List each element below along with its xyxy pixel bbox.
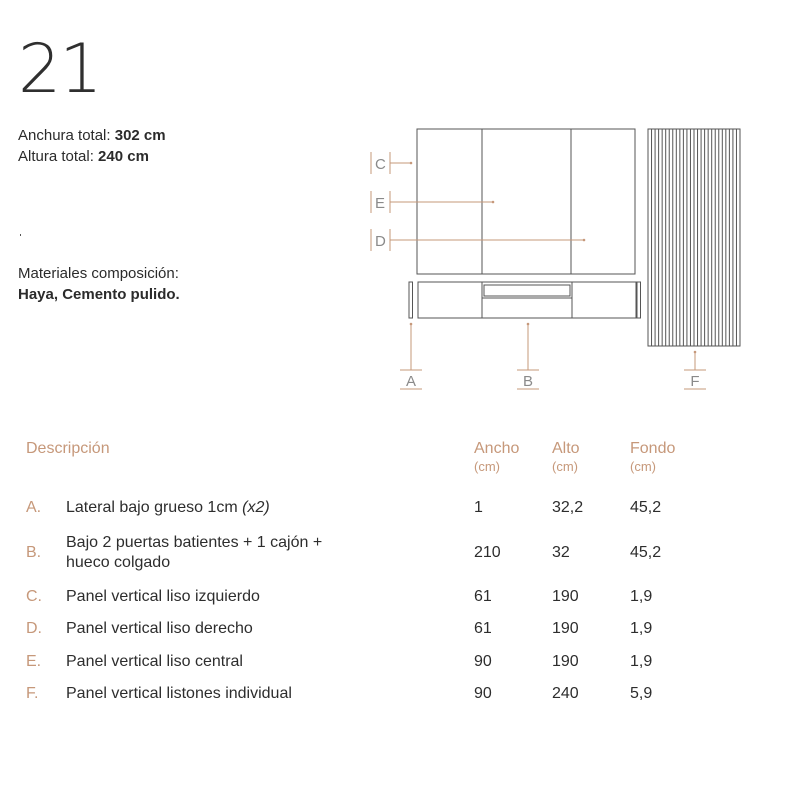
- total-width-value: 302 cm: [114, 127, 166, 144]
- row-letter: D.: [26, 620, 42, 638]
- row-fondo: 1,9: [630, 620, 653, 638]
- table-row: [18, 581, 675, 614]
- row-description: Panel vertical liso central: [66, 652, 243, 670]
- table-row: [18, 613, 675, 646]
- row-description: Panel vertical liso izquierdo: [66, 587, 260, 605]
- callout-b: [517, 323, 539, 390]
- total-height-value: 240 cm: [98, 148, 149, 165]
- row-description: Bajo 2 puertas batientes + 1 cajón + hueco colgado: [66, 533, 323, 571]
- row-fondo: 1,9: [630, 587, 653, 605]
- callout-c-label: C: [375, 156, 386, 173]
- row-fondo: 45,2: [630, 499, 662, 517]
- row-alto: 190: [552, 587, 579, 605]
- side-panel-left: [409, 282, 413, 318]
- low-unit: [409, 282, 641, 318]
- row-ancho: 90: [474, 685, 492, 703]
- row-description: Panel vertical listones individual: [66, 685, 292, 703]
- table-row: [18, 678, 675, 711]
- header-fondo: Fondo (cm): [630, 440, 676, 474]
- callout-f: [684, 351, 706, 390]
- row-alto: 240: [552, 685, 579, 703]
- row-ancho: 61: [474, 587, 492, 605]
- table-header-row: [18, 440, 675, 492]
- slat-panel: [648, 129, 740, 346]
- materials-value: Haya, Cemento pulido.: [18, 286, 180, 303]
- row-quantity: (x2): [242, 499, 270, 517]
- total-width-label: Anchura total:: [18, 127, 111, 144]
- row-fondo: 5,9: [630, 685, 653, 703]
- table-row: [18, 525, 675, 581]
- row-ancho: 210: [474, 543, 501, 561]
- row-alto: 190: [552, 620, 579, 638]
- row-letter: E.: [26, 652, 42, 670]
- callout-b-label: B: [522, 373, 534, 390]
- row-ancho: 90: [474, 652, 492, 670]
- side-panel-right: [637, 282, 641, 318]
- row-alto: 190: [552, 652, 579, 670]
- low-unit-body: [418, 282, 636, 318]
- row-letter: B.: [26, 543, 42, 561]
- callout-f-label: F: [690, 373, 700, 390]
- drawer-front: [484, 285, 570, 296]
- row-letter: C.: [26, 587, 42, 605]
- row-alto: 32: [552, 543, 570, 561]
- header-alto: Alto (cm): [552, 440, 580, 474]
- callout-d-label: D: [375, 233, 386, 250]
- composition-number: 21: [18, 30, 101, 109]
- callout-c: [371, 152, 412, 174]
- row-description: Panel vertical liso derecho: [66, 620, 253, 638]
- callout-a: [400, 323, 422, 390]
- row-ancho: 61: [474, 620, 492, 638]
- total-height-label: Altura total:: [18, 148, 94, 165]
- callout-e-label: E: [375, 195, 386, 212]
- row-letter: A.: [26, 499, 42, 517]
- callout-d: [371, 229, 585, 251]
- slat-lines: [652, 129, 737, 346]
- header-ancho: Ancho (cm): [474, 440, 520, 474]
- table-row: [18, 492, 675, 525]
- row-fondo: 45,2: [630, 543, 662, 561]
- materials-label: Materiales composición:: [18, 265, 179, 282]
- table-row: [18, 646, 675, 679]
- row-description: Lateral bajo grueso 1cm (x2): [66, 499, 270, 517]
- row-ancho: 1: [474, 499, 483, 517]
- callout-a-label: A: [405, 373, 417, 390]
- row-alto: 32,2: [552, 499, 584, 517]
- row-letter: F.: [26, 685, 39, 703]
- parts-table: [18, 440, 675, 711]
- header-description: Descripción: [26, 440, 110, 457]
- row-fondo: 1,9: [630, 652, 653, 670]
- callout-e: [371, 191, 494, 213]
